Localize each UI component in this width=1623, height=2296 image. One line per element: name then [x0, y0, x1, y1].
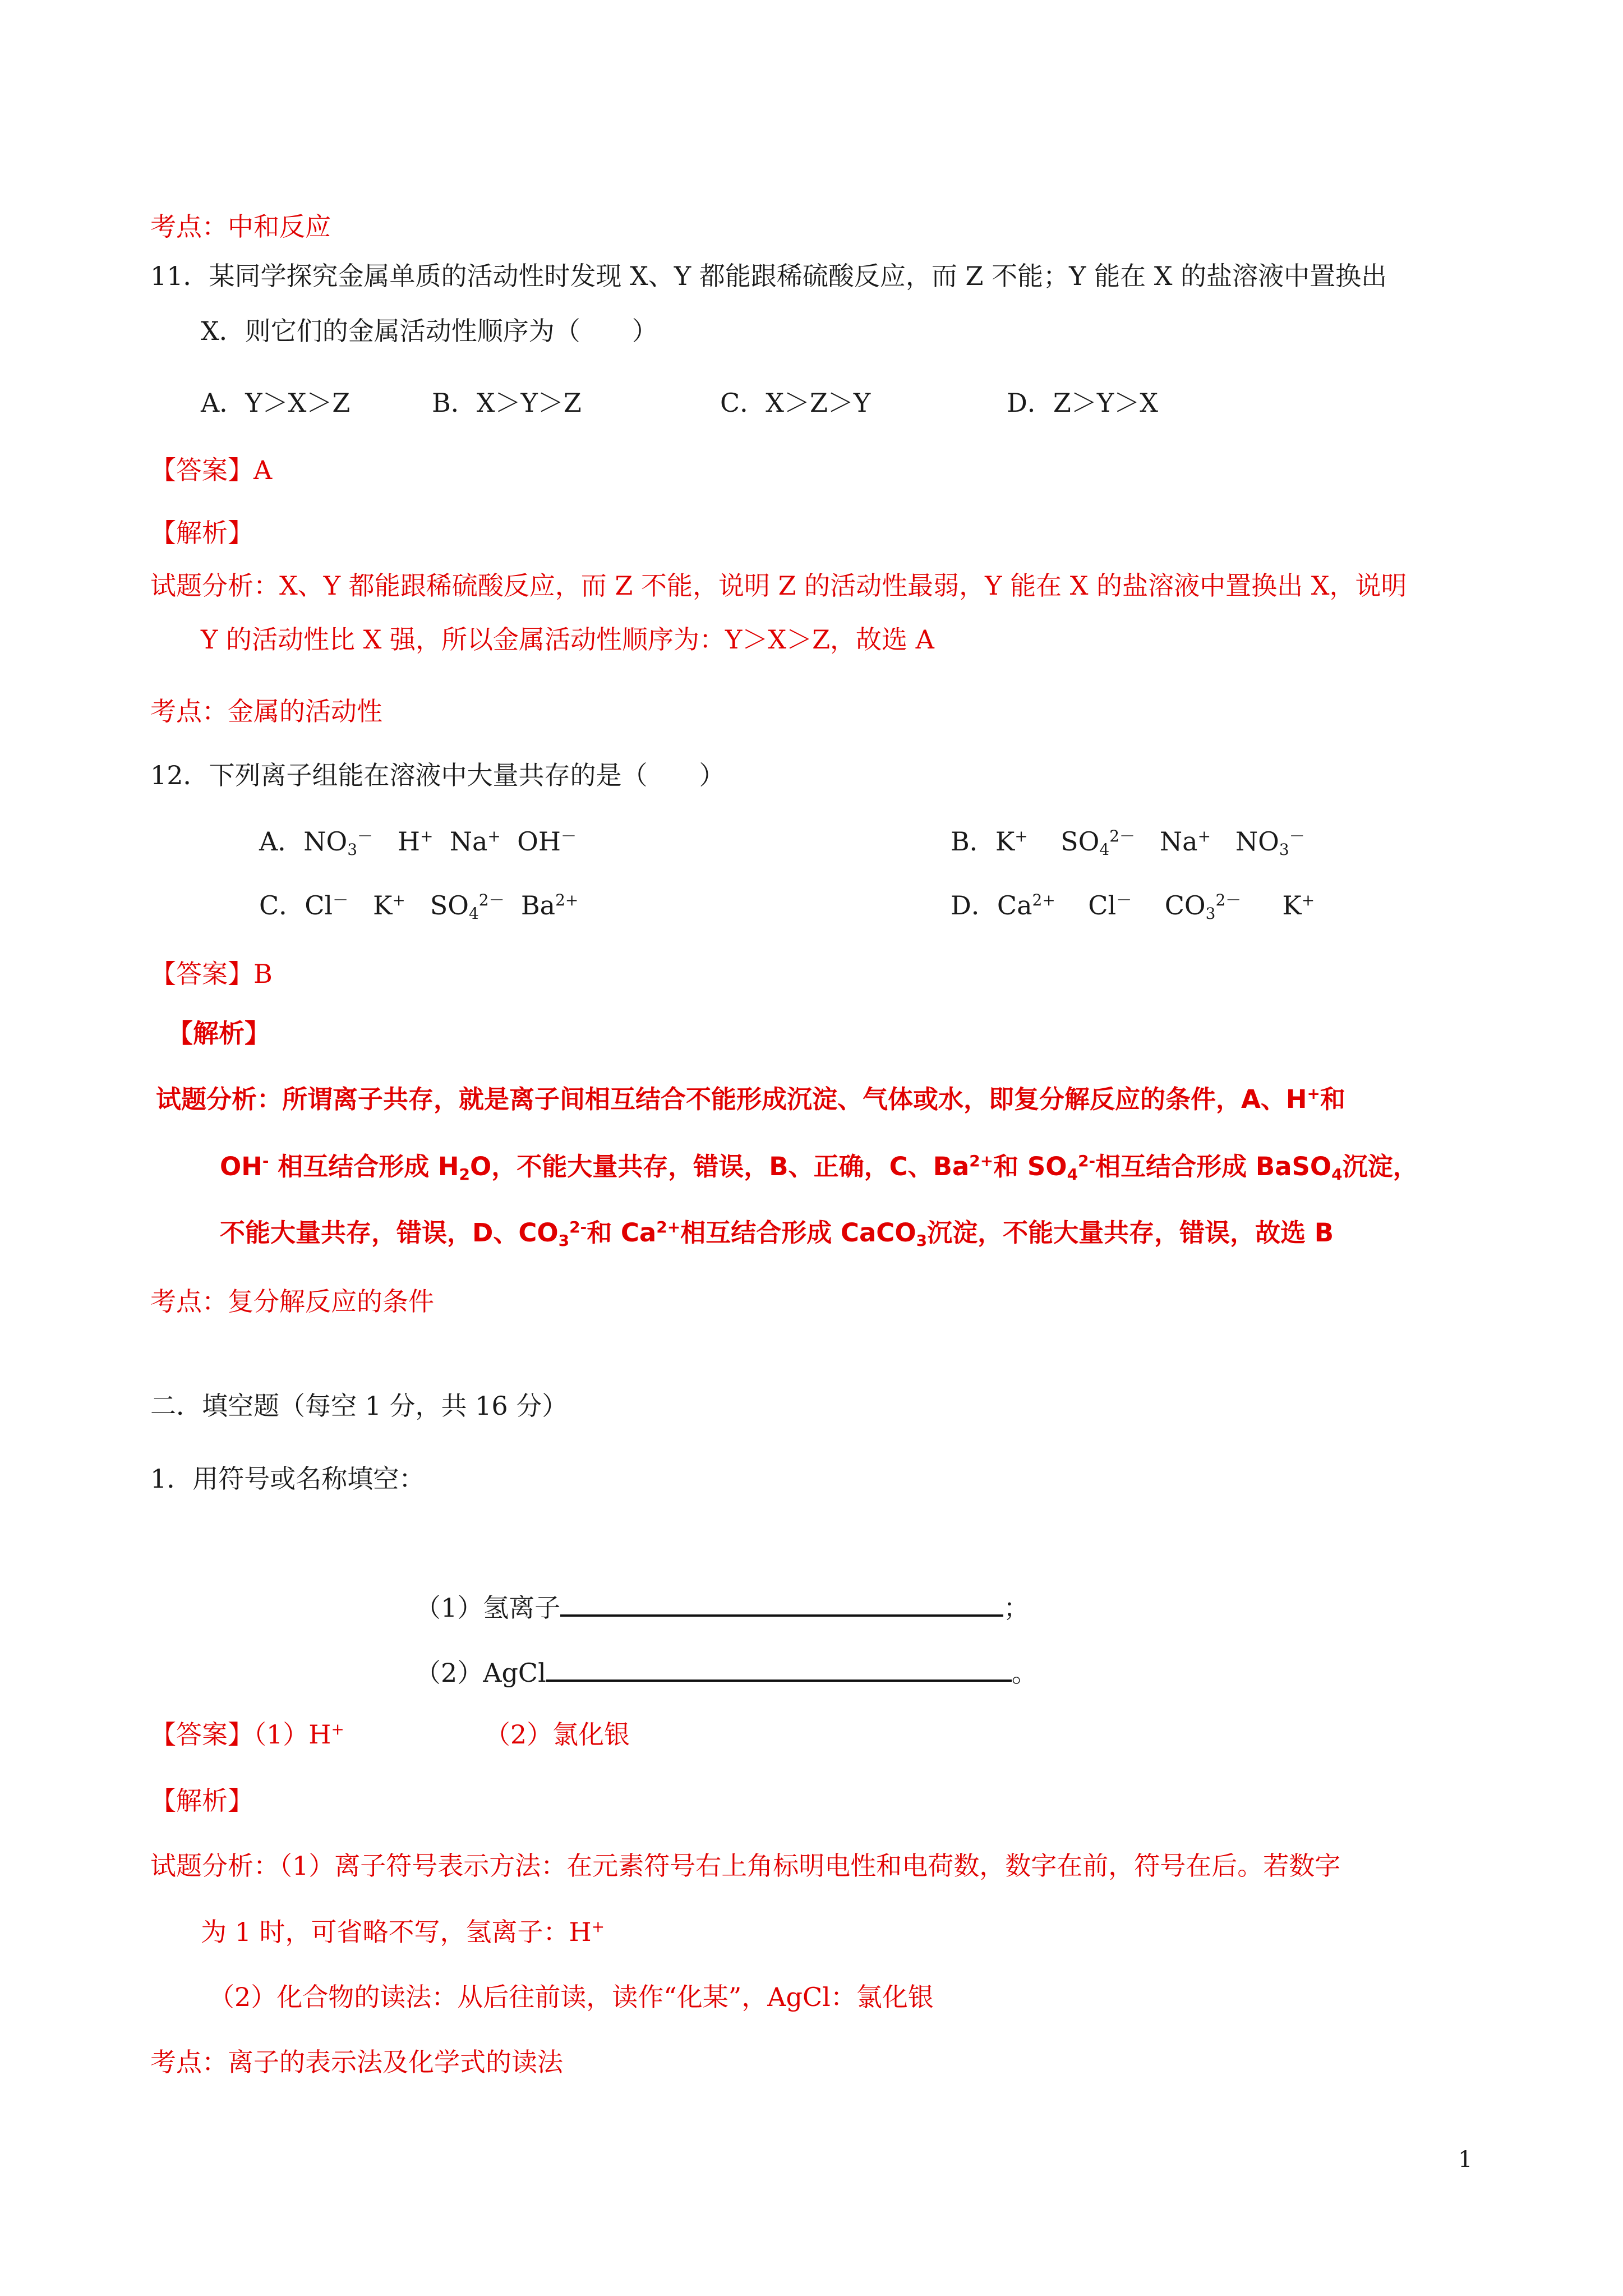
- q11-kaodian: 考点：金属的活动性: [150, 696, 382, 726]
- section2-analysis-heading: 【解析】: [150, 1786, 253, 1816]
- q11-analysis-heading: 【解析】: [150, 518, 253, 548]
- section2-q1-stem: 1．用符号或名称填空：: [150, 1464, 425, 1494]
- q12-option-c: C．Cl－ K+ $SO_4^{2-}$ $Ba^{2+}$: [259, 890, 579, 923]
- section2-kaodian: 考点：离子的表示法及化学式的读法: [150, 2047, 563, 2077]
- q11-analysis-line2: Y 的活动性比 X 强，所以金属活动性顺序为：Y＞X＞Z，故选 A: [201, 624, 934, 655]
- q11-option-b: B．X＞Y＞Z: [432, 388, 582, 418]
- q11-stem-line2: X．则它们的金属活动性顺序为（ ）: [201, 316, 658, 346]
- answer-blank-1[interactable]: [560, 1595, 1003, 1617]
- q12-stem: 12．下列离子组能在溶液中大量共存的是（ ）: [150, 760, 725, 790]
- q11-analysis-line1: 试题分析：X、Y 都能跟稀硫酸反应，而 Z 不能，说明 Z 的活动性最弱，Y 能在 X 的盐溶液中置换出 X，说明: [150, 570, 1407, 601]
- section2-analysis-line1: 试题分析：（1）离子符号表示方法：在元素符号右上角标明电性和电荷数，数字在前，符号在后。若数字: [150, 1851, 1341, 1881]
- q11-option-d: D．Z＞Y＞X: [1007, 388, 1158, 418]
- q11-option-a: A．Y＞X＞Z: [201, 388, 351, 418]
- q12-option-b: B．K+ $SO_4^{2-}$ Na+ $NO_3^-$: [951, 826, 1305, 859]
- q12-option-a: A．$NO_3^-$ H+ Na+ OH－: [259, 826, 577, 859]
- q12-analysis-line2: OH- 相互结合形成 $H_2O$，不能大量共存，错误，B、正确，C、$Ba^{2+}$和 $SO_4^{2-}$相互结合形成 BaSO$_4$沉淀，: [220, 1152, 1418, 1184]
- section2-analysis-line3: （2）化合物的读法：从后往前读，读作“化某”，AgCl：氯化银: [209, 1982, 934, 2012]
- answer-blank-2[interactable]: [546, 1660, 1012, 1682]
- section2-analysis-line2: 为 1 时，可省略不写，氢离子：H+: [201, 1917, 605, 1947]
- q11-stem-line1: 11．某同学探究金属单质的活动性时发现 X、Y 都能跟稀硫酸反应，而 Z 不能；Y 能在 X 的盐溶液中置换出: [150, 261, 1387, 291]
- kaodian-neutralization: 考点：中和反应: [150, 211, 331, 242]
- page-number: 1: [1458, 2147, 1473, 2173]
- section2-title: 二．填空题（每空 1 分，共 16 分）: [150, 1391, 568, 1421]
- section2-item2: （2）AgCl 。: [415, 1658, 1038, 1688]
- q12-answer: 【答案】B: [150, 959, 273, 989]
- q12-analysis-line1: 试题分析：所谓离子共存，就是离子间相互结合不能形成沉淀、气体或水，即复分解反应的条件，A、H+和: [156, 1084, 1345, 1114]
- q11-option-c: C．X＞Z＞Y: [720, 388, 871, 418]
- q12-analysis-line3: 不能大量共存，错误，D、$CO_3^{2-}$和 $Ca^{2+}$相互结合形成 CaCO$_3$沉淀，不能大量共存，错误，故选 B: [220, 1218, 1334, 1250]
- section2-item1: （1）氢离子 ；: [415, 1593, 1030, 1623]
- q11-answer: 【答案】A: [150, 455, 273, 485]
- section2-answer: 【答案】（1）H+ （2）氯化银: [150, 1719, 630, 1750]
- q12-kaodian: 考点：复分解反应的条件: [150, 1286, 434, 1317]
- q12-analysis-heading: 【解析】: [167, 1018, 270, 1048]
- q12-option-d: D．$Ca^{2+}$ Cl－ $CO_3^{2-}$ K+: [951, 890, 1315, 923]
